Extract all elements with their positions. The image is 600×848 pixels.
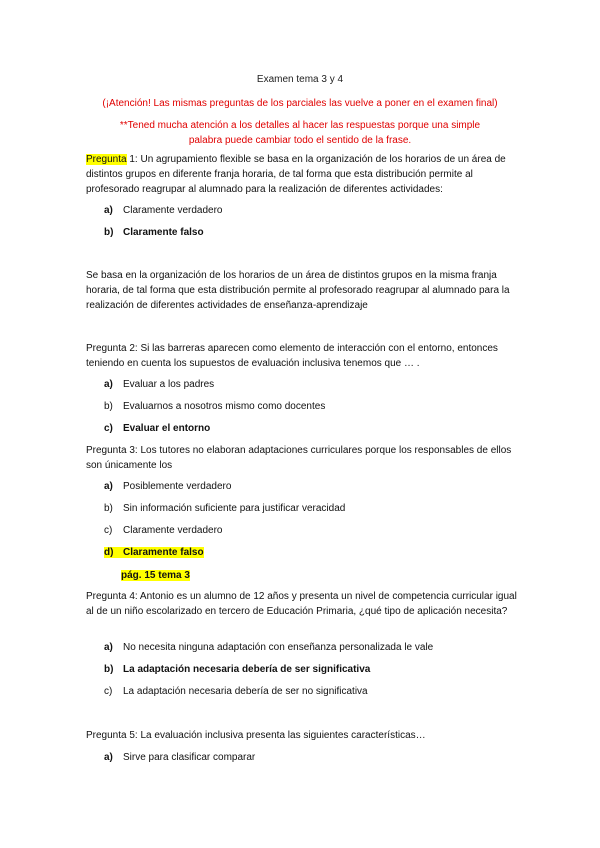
question-1	[86, 152, 518, 197]
question-1-label: Pregunta	[86, 154, 127, 165]
q4-option-b: b) La adaptación necesaria debería de ser significativa	[104, 664, 371, 675]
q2-option-b: b) Evaluarnos a nosotros mismo como docentes	[104, 401, 326, 412]
document-title: Examen tema 3 y 4	[256, 74, 344, 85]
q2-option-c: c) Evaluar el entorno	[104, 423, 211, 434]
q1-explanation: Se basa en la organización de los horarios de un área de distintos grupos en la misma franja horaria, de tal forma que esta distribución permite al profesorado reagrupar al alumnado para la realización de diferentes actividades de enseñanza-aprendizaje	[86, 270, 510, 311]
question-3: Pregunta 3: Los tutores no elaboran adaptaciones curriculares porque los responsables de ellos son únicamente los	[86, 445, 512, 471]
question-4: Pregunta 4: Antonio es un alumno de 12 años y presenta un nivel de competencia curricular igual al de un niño escolarizado en tercero de Educación Primaria, ¿qué tipo de aplicación necesita?	[86, 591, 517, 617]
q3-option-c: c) Claramente verdadero	[104, 525, 223, 536]
q4-option-a: a) No necesita ninguna adaptación con enseñanza personalizada le vale	[104, 642, 434, 653]
q3-option-b: b) Sin información suficiente para justificar veracidad	[104, 503, 346, 514]
question-1-text: 1: Un agrupamiento flexible se basa en la organización de los horarios de un área de distintos grupos en diferente franja horaria, de tal forma que esta distribución permite al profesorado reagrupar al alumnado para la realización de diferentes actividades:	[86, 154, 506, 195]
q3-option-a: a) Posiblemente verdadero	[104, 481, 232, 492]
question-2: Pregunta 2: Si las barreras aparecen como elemento de interacción con el entorno, entonces teniendo en cuenta los supuestos de evaluación inclusiva tenemos que … .	[86, 343, 498, 369]
q3-page-reference: pág. 15 tema 3	[121, 570, 190, 581]
warning-note: (¡Atención! Las mismas preguntas de los parciales las vuelve a poner en el examen final)	[102, 98, 498, 109]
warning-details-note: **Tened mucha atención a los detalles al hacer las respuestas porque una simple palabra puede cambiar todo el sentido de la frase.	[119, 120, 481, 146]
q3-option-d: d) Claramente falso	[104, 547, 204, 558]
q5-option-a: a) Sirve para clasificar comparar	[104, 752, 256, 763]
q2-option-a: a) Evaluar a los padres	[104, 379, 215, 390]
q1-option-b: b) Claramente falso	[104, 227, 204, 238]
question-5: Pregunta 5: La evaluación inclusiva presenta las siguientes características…	[86, 730, 426, 741]
q4-option-c: c) La adaptación necesaria debería de ser no significativa	[104, 686, 368, 697]
q1-option-a: a) Claramente verdadero	[104, 205, 223, 216]
